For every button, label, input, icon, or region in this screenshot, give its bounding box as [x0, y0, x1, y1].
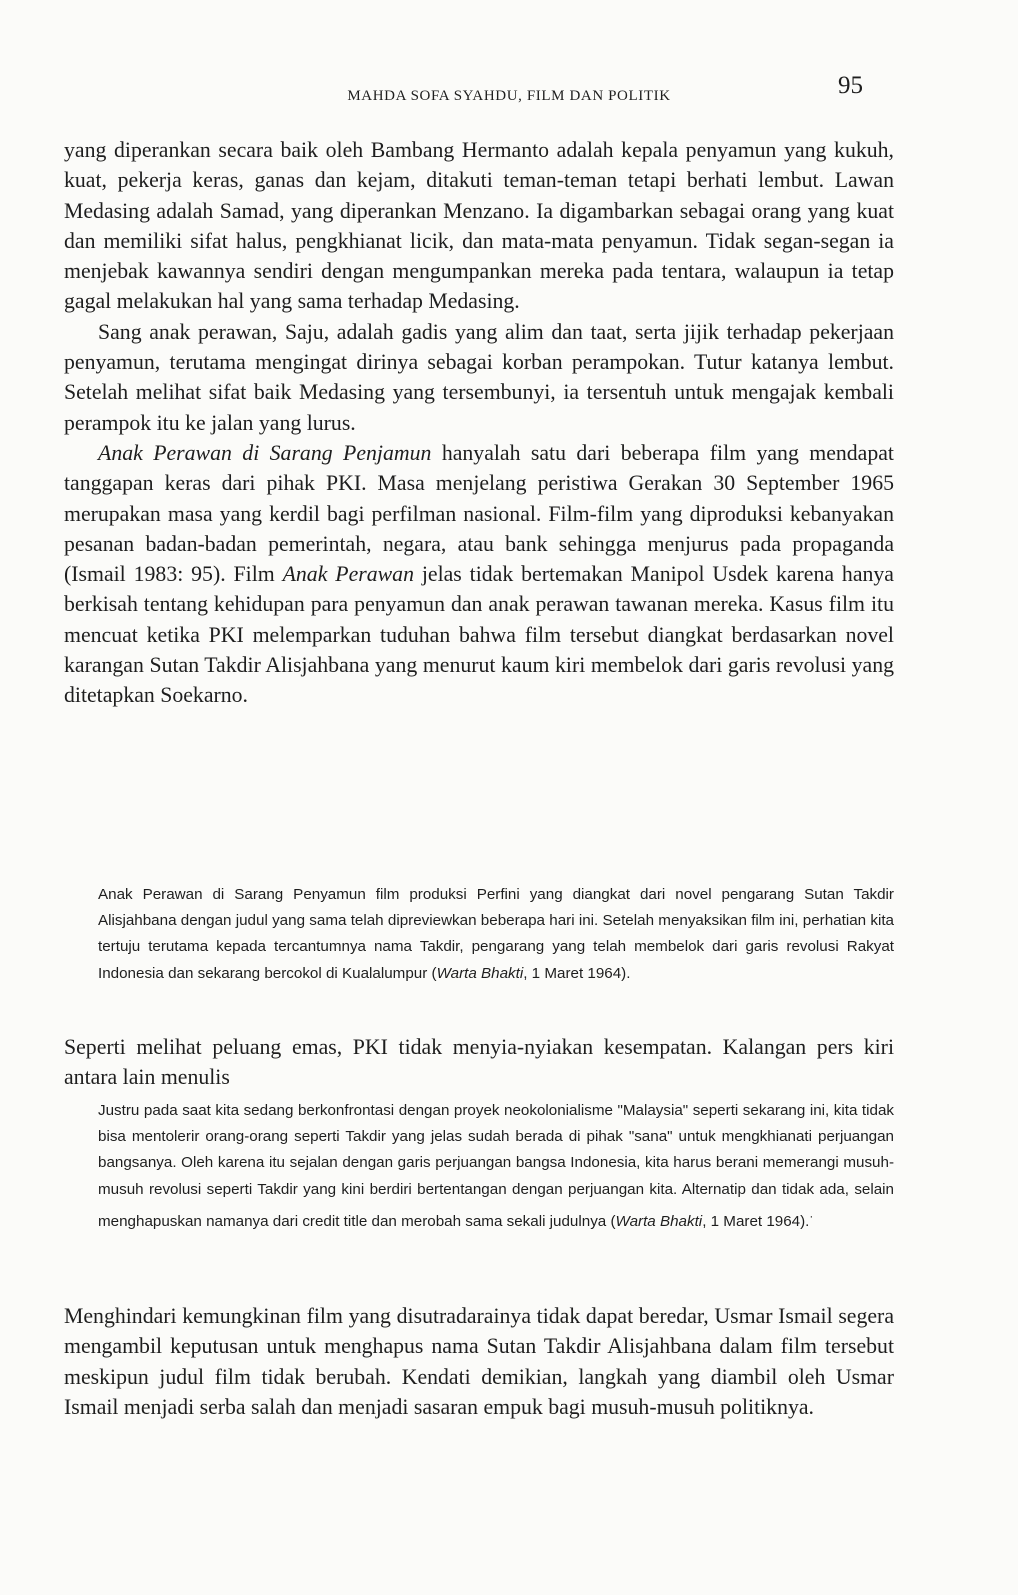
quote-body: Anak Perawan di Sarang Penyamun film produksi Perfini yang diangkat dari novel pengarang Sutan Takdir Alisjahbana dengan judul yang sama telah dipreviewkan beberapa hari ini. Setelah menyaksikan film ini, perhatian kita tertuju terutama kepada tercantumnya nama Takdir, pengarang yang telah membelok dari garis revolusi Rakyat Indonesia dan sekarang bercokol di Kualalumpur ( — [98, 886, 894, 982]
quote-text — [98, 1098, 894, 1235]
running-header: MAHDA SOFA SYAHDU, FILM DAN POLITIK — [347, 88, 671, 104]
paragraph-character-saju: Sang anak perawan, Saju, adalah gadis yang alim dan taat, serta jijik terhadap pekerjaan penyamun, terutama mengingat dirinya sebagai korban perampokan. Tutur katanya lembut. Setelah melihat sifat baik Medasing yang tersembunyi, ia tersentuh untuk mengajak kembali perampok itu ke jalan yang lurus. — [64, 319, 894, 435]
paragraph-leftist-press: Seperti melihat peluang emas, PKI tidak menyia-nyiakan kesempatan. Kalangan pers kiri antara lain menulis — [64, 1035, 894, 1090]
body-text-section — [64, 1032, 894, 1093]
film-title-italic: Anak Perawan di Sarang Penjamun — [98, 440, 432, 465]
body-text-section — [64, 1301, 894, 1422]
quote-source: Warta Bhakti — [436, 964, 524, 982]
quote-date: , 1 Maret 1964). — [523, 964, 631, 982]
paragraph-pki-response — [64, 438, 894, 711]
quote-closing-mark: · — [809, 1208, 814, 1223]
quote-date: , 1 Maret 1964). — [702, 1212, 810, 1230]
block-quote-warta-bhakti-2 — [98, 1098, 894, 1235]
film-title-italic: Anak Perawan — [282, 562, 414, 587]
quote-text — [98, 882, 894, 987]
page-number: 95 — [838, 72, 863, 99]
block-quote-warta-bhakti-1 — [98, 882, 894, 987]
paragraph-usmar-ismail-decision: Menghindari kemungkinan film yang disutradarainya tidak dapat beredar, Usmar Ismail segera mengambil keputusan untuk menghapus nama Sutan Takdir Alisjahbana dalam film tersebut meskipun judul film tidak berubah. Kendati demikian, langkah yang diambil oleh Usmar Ismail menjadi serba salah dan menjadi sasaran empuk bagi musuh-musuh politiknya. — [64, 1304, 894, 1419]
paragraph-text-part: jelas tidak bertemakan Manipol Usdek karena hanya berkisah tentang kehidupan para penyamun dan anak perawan tawanan mereka. Kasus film itu mencuat ketika PKI melemparkan tuduhan bahwa film tersebut diangkat berdasarkan novel karangan Sutan Takdir Alisjahbana yang menurut kaum kiri membelok dari garis revolusi yang ditetapkan Soekarno. — [64, 562, 894, 708]
quote-source: Warta Bhakti — [615, 1212, 703, 1230]
quote-body: Justru pada saat kita sedang berkonfrontasi dengan proyek neokolonialisme "Malaysia" seperti sekarang ini, kita tidak bisa mentolerir orang-orang seperti Takdir yang jelas sudah berada di pihak "sana" untuk mengkhianati perjuangan bangsanya. Oleh karena itu sejalan dengan garis perjuangan bangsa Indonesia, kita harus berani memerangi musuh-musuh revolusi seperti Takdir yang kini berdiri bertentangan dengan perjuangan kita. Alternatip dan tidak ada, selain menghapuskan namanya dari credit title dan merobah sama sekali judulnya ( — [98, 1102, 894, 1230]
body-text-section — [64, 135, 894, 711]
paragraph-character-medasing-samad: yang diperankan secara baik oleh Bambang Hermanto adalah kepala penyamun yang kukuh, kuat, pekerja keras, ganas dan kejam, ditakuti teman-teman tetapi berhati lembut. Lawan Medasing adalah Samad, yang diperankan Menzano. Ia digambarkan sebagai orang yang kuat dan memiliki sifat halus, pengkhianat licik, dan mata-mata penyamun. Tidak segan-segan ia menjebak kawannya sendiri dengan mengumpankan mereka pada tentara, walaupun ia tetap gagal melakukan hal yang sama terhadap Medasing. — [64, 138, 894, 314]
paragraph-text-part: hanyalah satu dari beberapa film yang mendapat tanggapan keras dari pihak PKI. Masa menjelang peristiwa Gerakan 30 September 1965 merupakan masa yang kerdil bagi perfilman nasional. Film-film yang diproduksi kebanyakan pesanan badan-badan pemerintah, negara, atau bank sehingga menjurus pada propaganda (Ismail 1983: 95). Film — [64, 440, 894, 587]
